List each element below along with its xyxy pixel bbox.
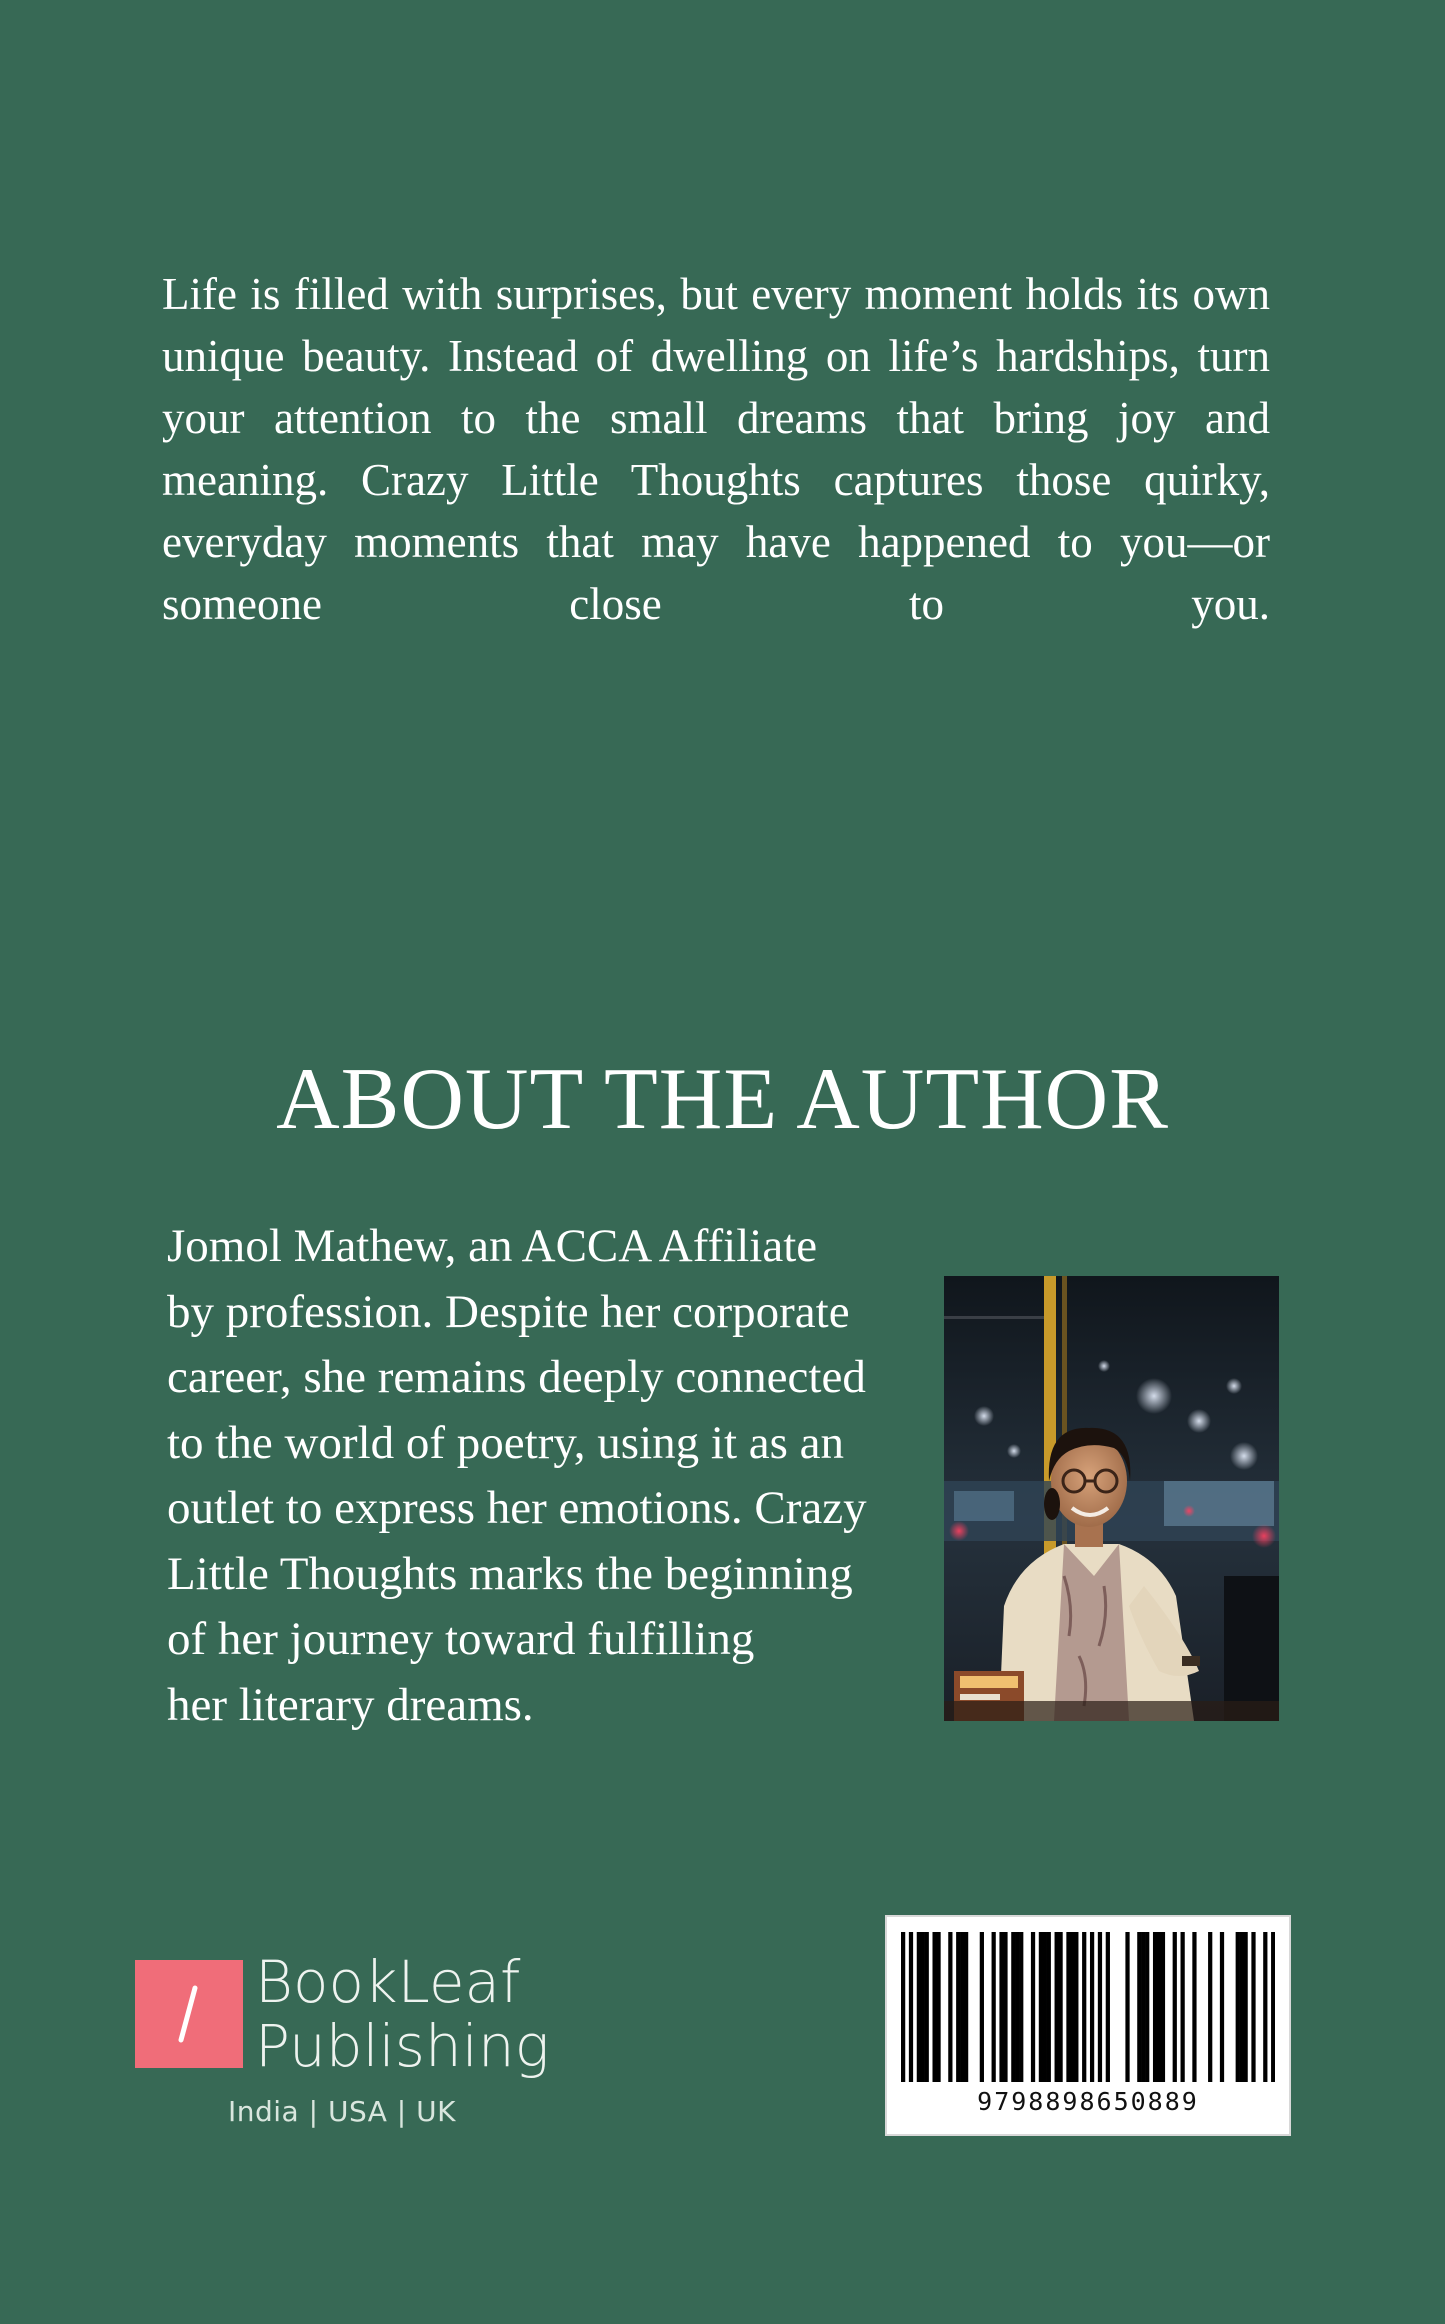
- barcode-bar: [992, 1932, 996, 2082]
- barcode-bar: [921, 1932, 925, 2082]
- barcode-bar: [1236, 1932, 1240, 2082]
- barcode-bar: [1173, 1932, 1177, 2082]
- barcode-bar: [1090, 1932, 1094, 2082]
- barcode-bar: [1098, 1932, 1102, 2082]
- barcode-bars-icon: [901, 1932, 1275, 2082]
- barcode-bar: [999, 1932, 1003, 2082]
- publisher-name: [255, 1950, 549, 2078]
- publisher-name-line2: Publishing: [255, 2012, 550, 2080]
- barcode-bar: [1015, 1932, 1019, 2082]
- barcode-bar: [1263, 1932, 1267, 2082]
- author-bio-line: her literary dreams.: [167, 1678, 534, 1731]
- isbn-barcode: [885, 1915, 1291, 2136]
- barcode-bar: [1192, 1932, 1196, 2082]
- bookleaf-slash-icon: [135, 1960, 243, 2068]
- barcode-bar: [960, 1932, 964, 2082]
- barcode-bar: [1043, 1932, 1047, 2082]
- author-bio-line: by profession. Despite her corporate: [167, 1285, 850, 1338]
- author-bio-line: to the world of poetry, using it as an: [167, 1416, 845, 1469]
- barcode-bar: [909, 1932, 913, 2082]
- barcode-bar: [1145, 1932, 1149, 2082]
- barcode-bar: [1047, 1932, 1051, 2082]
- barcode-bar: [1074, 1932, 1078, 2082]
- barcode-bar: [1153, 1932, 1157, 2082]
- barcode-bar: [1055, 1932, 1059, 2082]
- barcode-bar: [980, 1932, 984, 2082]
- barcode-bar: [1058, 1932, 1062, 2082]
- cover-blurb: Life is filled with surprises, but every moment holds its own unique beauty. Instead of dwelling on life’s hardships, turn your attention to the small dreams that bring joy and meaning. Crazy Little Thoughts captures those quirky, everyday moments that may have happened to you—or someone close to you.: [162, 269, 1270, 629]
- barcode-bar: [932, 1932, 936, 2082]
- barcode-bar: [1271, 1932, 1275, 2082]
- isbn-number: 9798898650889: [977, 2087, 1199, 2116]
- about-author-heading: ABOUT THE AUTHOR: [276, 1051, 1169, 1148]
- barcode-bar: [1019, 1932, 1023, 2082]
- barcode-bar: [917, 1932, 921, 2082]
- author-bio-line: of her journey toward fulfilling: [167, 1613, 755, 1665]
- author-bio-line: career, she remains deeply connected: [167, 1351, 866, 1403]
- barcode-bar: [901, 1932, 905, 2082]
- barcode-bar: [1208, 1932, 1212, 2082]
- barcode-bar: [1220, 1932, 1224, 2082]
- barcode-bar: [1011, 1932, 1015, 2082]
- author-bio-line: outlet to express her emotions. Crazy: [167, 1482, 867, 1534]
- barcode-bar: [1141, 1932, 1145, 2082]
- author-bio-line: Little Thoughts marks the beginning: [167, 1547, 853, 1600]
- author-photo: [944, 1276, 1279, 1721]
- barcode-bar: [1157, 1932, 1161, 2082]
- barcode-bar: [1106, 1932, 1110, 2082]
- barcode-bar: [948, 1932, 952, 2082]
- barcode-bar: [1070, 1932, 1074, 2082]
- barcode-bar: [1082, 1932, 1086, 2082]
- barcode-bar: [956, 1932, 960, 2082]
- barcode-bar: [1031, 1932, 1035, 2082]
- barcode-bar: [1181, 1932, 1185, 2082]
- author-bio: [167, 1214, 927, 1738]
- barcode-bar: [1039, 1932, 1043, 2082]
- barcode-bar: [964, 1932, 968, 2082]
- barcode-bar: [1251, 1932, 1255, 2082]
- barcode-bar: [936, 1932, 940, 2082]
- barcode-bar: [1240, 1932, 1244, 2082]
- barcode-bar: [1137, 1932, 1141, 2082]
- barcode-bar: [1003, 1932, 1007, 2082]
- publisher-name-line1: BookLeaf: [255, 1948, 521, 2016]
- barcode-bar: [1244, 1932, 1248, 2082]
- barcode-bar: [1066, 1932, 1070, 2082]
- barcode-bar: [925, 1932, 929, 2082]
- publisher-regions: India | USA | UK: [228, 2095, 456, 2128]
- barcode-bar: [1125, 1932, 1129, 2082]
- barcode-bar: [1161, 1932, 1165, 2082]
- author-bio-line: Jomol Mathew, an ACCA Affiliate: [167, 1220, 818, 1272]
